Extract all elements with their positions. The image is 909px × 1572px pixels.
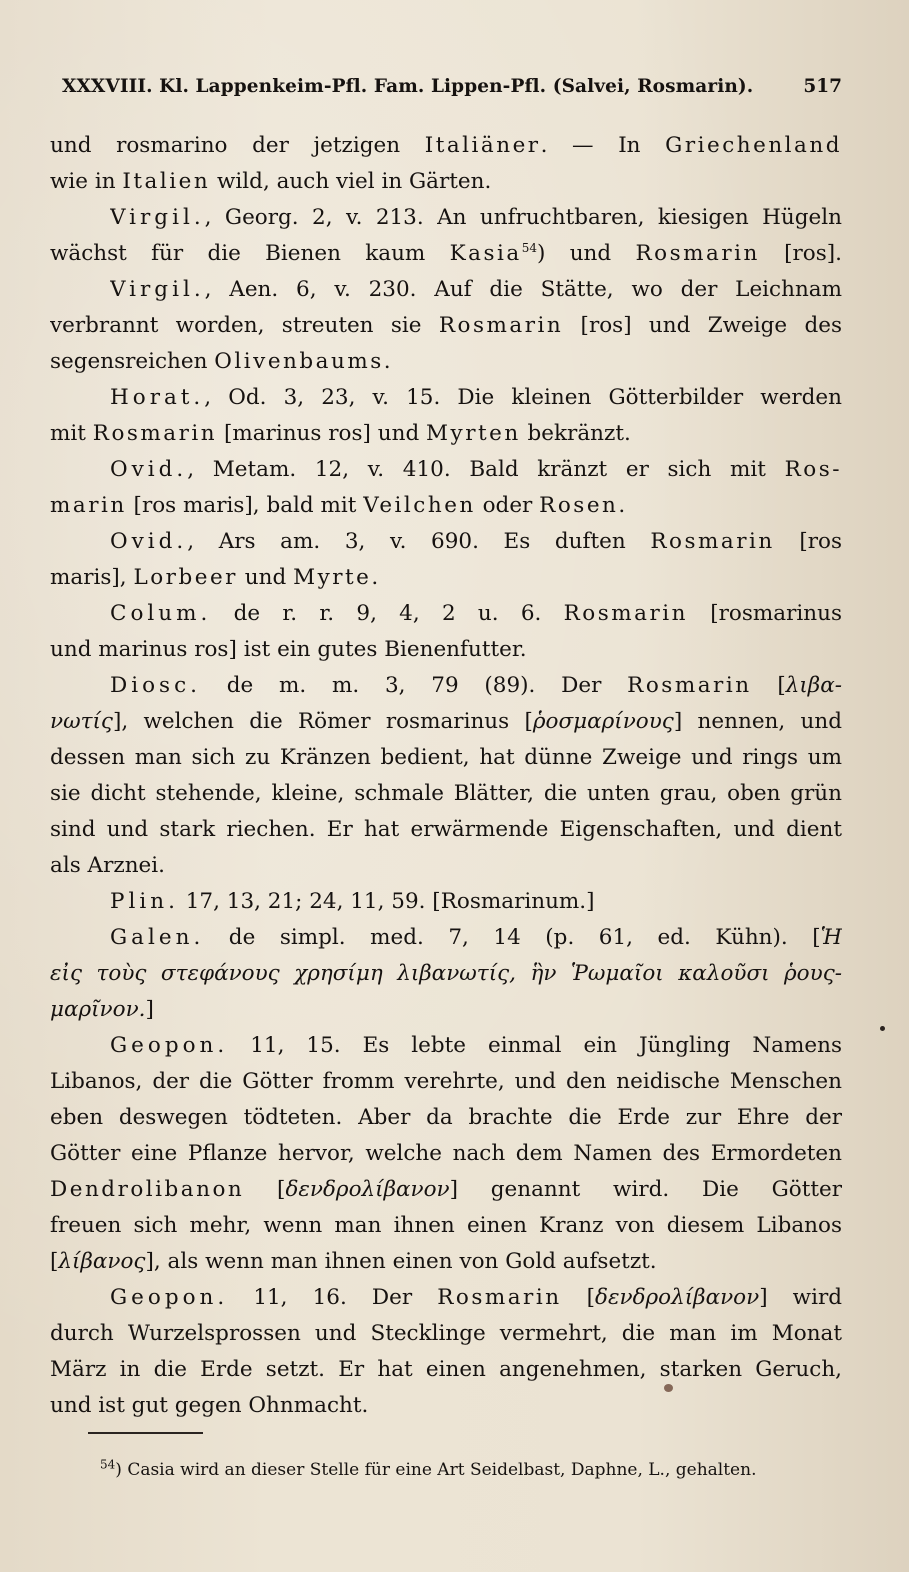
text-line: [λίβανος], als wenn man ihnen einen von Gold aufsetzt. (50, 1249, 657, 1274)
text-line: verbrannt worden, streuten sie Rosmarin [ros] und Zweige des (50, 313, 842, 338)
citation-line: Galen. de simpl. med. 7, 14 (p. 61, ed. Kühn). [Ἡ (110, 925, 842, 950)
citation-line: Diosc. de m. m. 3, 79 (89). Der Rosmarin [λιβα- (110, 673, 842, 698)
text-line: sie dicht stehende, kleine, schmale Blätter, die unten grau, oben grün (50, 781, 842, 806)
greek-quote-line: εἰς τοὺς στεφάνους χρησίμη λιβανωτίς, ἣν Ῥωμαῖοι καλοῦσι ῥους- (50, 961, 842, 986)
citation-author: Ovid. (110, 529, 188, 554)
text-line: maris], Lorbeer und Myrte. (50, 565, 379, 590)
text-line: eben deswegen tödteten. Aber da brachte die Erde zur Ehre der (50, 1105, 842, 1130)
text-line: Libanos, der die Götter fromm verehrte, und den neidische Menschen (50, 1069, 842, 1094)
citation-author: Galen. (110, 925, 205, 950)
running-title: XXXVIII. Kl. Lappenkeim-Pfl. Fam. Lippen-Pfl. (Salvei, Rosmarin). (62, 76, 754, 97)
text-line: als Arznei. (50, 853, 165, 878)
text-line: mit Rosmarin [marinus ros] und Myrten bekränzt. (50, 421, 631, 446)
citation-line: Virgil., Aen. 6, v. 230. Auf die Stätte, wo der Leichnam (110, 277, 842, 302)
text-line: sind und stark riechen. Er hat erwärmende Eigenschaften, und dient (50, 817, 842, 842)
text-line: durch Wurzelsprossen und Stecklinge vermehrt, die man im Monat (50, 1321, 842, 1346)
text-line: Götter eine Pflanze hervor, welche nach dem Namen des Ermordeten (50, 1141, 842, 1166)
citation-author: Colum. (110, 601, 212, 626)
page-number: 517 (803, 76, 842, 97)
text-line: wie in Italien wild, auch viel in Gärten. (50, 169, 492, 194)
citation-author: Virgil. (110, 205, 205, 230)
citation-author: Geopon. (110, 1033, 229, 1058)
citation-line: Colum. de r. r. 9, 4, 2 u. 6. Rosmarin [rosmarinus (110, 601, 842, 626)
citation-author: Diosc. (110, 673, 201, 698)
text-line: März in die Erde setzt. Er hat einen angenehmen, starken Geruch, (50, 1357, 842, 1382)
text-line: dessen man sich zu Kränzen bedient, hat dünne Zweige und rings um (50, 745, 842, 770)
citation-author: Ovid. (110, 457, 188, 482)
citation-line: Horat., Od. 3, 23, v. 15. Die kleinen Götterbilder werden (110, 385, 842, 410)
text-line: Dendrolibanon [δενδρολίβανον] genannt wird. Die Götter (50, 1177, 842, 1202)
greek-quote-line: μαρῖνον.] (50, 997, 154, 1022)
citation-author: Virgil. (110, 277, 205, 302)
footnote-divider (88, 1432, 203, 1434)
citation-line: Plin. 17, 13, 21; 24, 11, 59. [Rosmarinum.] (110, 889, 595, 914)
text-line: und marinus ros] ist ein gutes Bienenfutter. (50, 637, 527, 662)
footnote-mark: 54 (100, 1457, 116, 1472)
citation-line: Geopon. 11, 16. Der Rosmarin [δενδρολίβανον] wird (110, 1285, 842, 1310)
text-line: segensreichen Olivenbaums. (50, 349, 391, 374)
text-line: νωτίς], welchen die Römer rosmarinus [ῥοσμαρίνους] nennen, und (50, 709, 842, 734)
footnote (100, 1455, 850, 1485)
text-line: wächst für die Bienen kaum Kasia$^{54}$) und Rosmarin [ros]. (50, 240, 842, 266)
citation-line: Ovid., Ars am. 3, v. 690. Es duften Rosmarin [ros (110, 529, 842, 554)
footnote-text: ) Casia wird an dieser Stelle für eine Art Seidelbast, Daphne, L., gehalten. (115, 1460, 757, 1480)
print-speck (880, 1026, 885, 1031)
text-line: marin [ros maris], bald mit Veilchen oder Rosen. (50, 493, 626, 518)
print-speck (664, 1384, 673, 1392)
footnote-reference: 54 (521, 240, 538, 255)
text-line: und ist gut gegen Ohnmacht. (50, 1393, 369, 1418)
text-line: und rosmarino der jetzigen Italiäner. — In Griechenland (50, 133, 842, 158)
citation-line: Ovid., Metam. 12, v. 410. Bald kränzt er sich mit Ros- (110, 457, 842, 482)
citation-author: Plin. (110, 889, 179, 914)
running-header (62, 76, 842, 104)
citation-line: Geopon. 11, 15. Es lebte einmal ein Jüngling Namens (110, 1033, 842, 1058)
citation-author: Geopon. (110, 1285, 229, 1310)
citation-author: Horat. (110, 385, 205, 410)
citation-line: Virgil., Georg. 2, v. 213. An unfruchtbaren, kiesigen Hügeln (110, 205, 842, 230)
text-line: freuen sich mehr, wenn man ihnen einen Kranz von diesem Libanos (50, 1213, 842, 1238)
